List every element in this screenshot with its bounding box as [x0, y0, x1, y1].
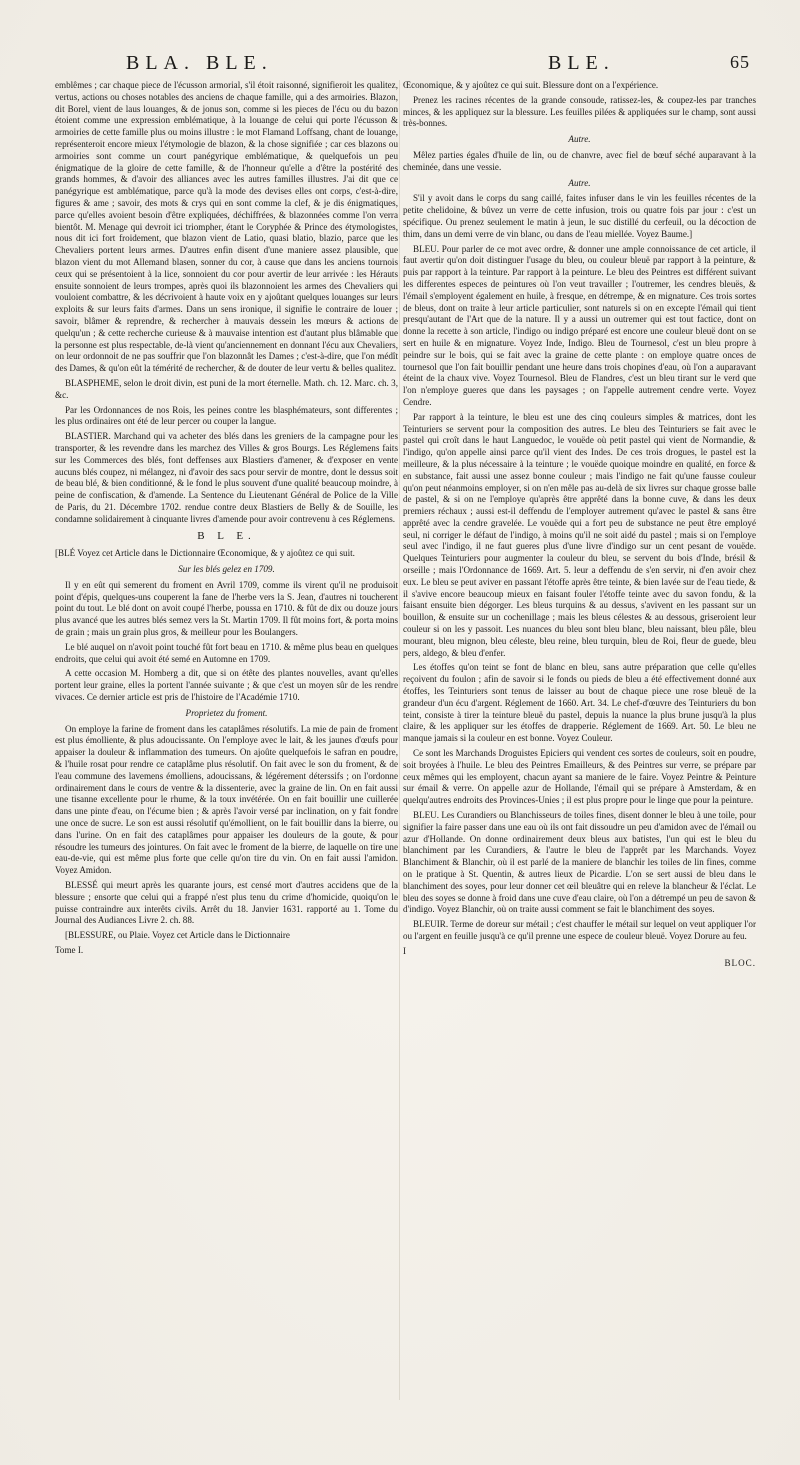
- paragraph-bleu-marchands: Ce sont les Marchands Droguistes Epiciers qui vendent ces sortes de couleurs, soit en poudre, soit broyées à l'huile. Le bleu des Peintres Emailleurs, & des Peintres sur verre, se prépare par ceux mêmes qui les employent, chacun ayant sa maniere de le faire. Voyez Peintre & Peinture sur émail & verre. On appelle azur de Hollande, l'émail qui se prépare à Amsterdam, & en quelqu'autres endroits des Provinces-Unies ; il est plus propre pour le linge que pour la peinture.: [403, 748, 756, 806]
- paragraph-gel-2: Le blé auquel on n'avoit point touché fût fort beau en 1710. & même plus beau en quelques endroits, que celui qui avoit été semé en Automne en 1709.: [55, 641, 398, 664]
- paragraph-proprietez: On employe la farine de froment dans les cataplâmes résolutifs. La mie de pain de froment est plus émolliente, & plus adoucissante. On l'employe avec le lait, & les jaunes d'œufs pour appaiser la douleur & inflammation des tumeurs. On ajoûte quelquefois le safran en poudre, & l'huile rosat pour rendre ce cataplâme plus résolutif. On fait avec le son du froment, & de l'eau commune des lavemens émolliens, adoucissans, & légérement déterssifs ; on l'ordonne ordinairement dans le cours de ventre & la dissenterie, avec la graine de lin. On en fait aussi une tisanne excellente pour le rhume, & la toux invétérée. On en fait bouillir une cuillerée dans une pinte d'eau, on l'écume bien ; & après l'avoir versé par inclination, on y fait fondre une once de sucre. Le son est aussi résolutif qu'émollient, on le fait bouillir dans la bierre, ou dans l'urine. On en fait des cataplâmes pour appaiser les douleurs de la goute, & pour résoudre les tumeurs des jointures. On fait avec le froment de la bierre, de laquelle on tire une eau-de-vie, qui est même plus forte que celle qu'on tire du vin. On en fait aussi l'amidon. Voyez Amidon.: [55, 723, 398, 876]
- paragraph-gel-3: A cette occasion M. Homberg a dit, que si on étête des plantes nouvelles, avant qu'elles portent leur graine, elles la portent l'année suivante ; & que c'est un moyen sûr de les rendre vivaces. Ce dernier article est pris de l'histoire de l'Académie 1710.: [55, 668, 398, 703]
- paragraph-gel-1: Il y en eût qui semerent du froment en Avril 1709, comme ils virent qu'il ne produisoit point d'épis, quelques-uns couperent la fane de l'herbe vers la S. Jean, d'autres ni toucherent point du tout. Le blé dont on avoit coupé l'herbe, poussa en 1710. & fût de dix ou douze jours plus avancé que les autres blés semez vers la St. Martin 1709. Il fût moins fort, & porta moins de grain ; mais un grain plus gros, & meilleur pour les Boulangers.: [55, 579, 398, 638]
- entry-blessure: [BLESSURE, ou Plaie. Voyez cet Article dans le Dictionnaire: [65, 930, 290, 941]
- subheading-autre-1: Autre.: [568, 134, 591, 145]
- paragraph-blazon: emblêmes ; car chaque piece de l'écusson armorial, s'il étoit raisonné, signifieroit les qualitez, vertus, actions ou choses notables des anciens de chaque famille, qui a des armoiries. Blazon, dit Borel, vient de laus louanges, & de jonus son, comme si les pieces de l'écu ou du bazon étoient comme une expression emblématique, à la louange de celui qui porte l'écusson & armoiries de cette famille plus ou moins illustre : le mot Flamand Loffsang, chant de louange, représenteroit encore mieux l'étymologie de blazon, & la chose signifiée ; car ces blazons ou armoiries sont comme un court panégyrique emblématique, & quelquefois un peu énigmatique de la gloire de cette famille, & de l'honneur qu'elle a d'être la postérité des grands hommes, & d'avoir des alliances avec les autres familles illustres. J'ai dit que ce panégyrique est amblématique, parce qu'à la mode des devises elles ont corps, c'est-à-dire, figures & ame ; savoir, des mots & crys qui en sont comme la clef, & je dis énigmatiques, parce qu'elles avoient besoin d'être expliquées, déchiffrées, & blazonnées comme l'on verra bientôt. M. Menage qui devroit ici triompher, étant le Coryphée & Prince des étymologistes, nous dit ici fort froidement, que blazon vient de Latio, quasi blatio, blazio, parce que les Chevaliers portent leurs armes. D'autres enfin disent d'une maniere assez plausible, que blazon vient du mot Allemand blasen, sonner du cor, à cause que dans les anciens tournois ceux qui se présentoient à la lice, sonnoient du cor pour avertir de leur arrivée : les Hérauts ensuite sonnoient de leurs trompes, après quoi ils blazonnoient les armes des Chevaliers qui vouloient combattre, & les décrivoient à haute voix en y ajoûtant quelques louanges sur leurs exploits & sur leurs faits d'armes. Dans un sens ironique, il signifie le contraire de louer ; savoir, blâmer & reprendre, & rechercher à mauvais dessein les mœurs & actions de quelqu'un ; & cette recherche curieuse & à mauvaise intention est d'autant plus blâmable que la personne est plus respectable, de-là vient qu'anciennement en donnant l'écu aux Chevaliers, on leur ordonnoit de ne pas souffrir que l'on blazonnât les Dames ; c'est-à-dire, que l'on médît des Dames, & qu'on eût la témérité de rechercher, & de douter de leur vertu & belles qualitez.: [55, 80, 398, 374]
- running-head-left: BLA. BLE.: [126, 52, 273, 74]
- subheading-bles-geles: Sur les blés gelez en 1709.: [178, 564, 275, 575]
- entry-bleuir: BLEUIR. Terme de doreur sur métail ; c'est chauffer le métail sur lequel on veut appliquer l'or ou l'argent en feuille jusqu'à ce qu'il prenne une espece de couleur bleuë. Voyez Dorure au feu.: [403, 919, 756, 941]
- section-heading-ble: B L E.: [197, 530, 256, 543]
- paragraph-bleu-etoffes: Les étoffes qu'on teint se font de blanc en bleu, sans autre préparation que celle qu'elles reçoivent du foulon ; afin de savoir si le fonds ou pieds de bleu a été effectivement donné aux étoffes, les Teinturiers sont tenus de laisser au bout de chaque piece une rose bleuë de la grandeur d'un écu d'argent. Réglement de 1660. Art. 34. Le chef-d'œuvre des Teinturiers du bon teint, consiste à tirer la teinture bleuë du pastel, depuis la nuance la plus brune jusqu'à la plus claire, & les appliquer sur les étoffes de drapperie. Réglement de 1669. Art. 50. Le bleu ne manque jamais si la couleur en est bonne. Voyez Couleur.: [403, 662, 756, 744]
- running-head-right: BLE.: [548, 52, 615, 74]
- subheading-autre-2: Autre.: [568, 177, 591, 188]
- right-column: [403, 80, 756, 1410]
- paragraph-consoude: Prenez les racines récentes de la grande consoude, ratissez-les, & coupez-les par tranches minces, & les appliquez sur la blessure. Les feuilles pilées & appliquées sur le champ, sont aussi très-bonnes.: [403, 94, 756, 129]
- running-head: [0, 52, 800, 80]
- catchword: BLOC.: [724, 957, 756, 968]
- paragraph-blaspheme-penalties: Par les Ordonnances de nos Rois, les peines contre les blasphémateurs, sont differentes ; les plus ordinaires ont été de leur percer ou couper la langue.: [55, 404, 398, 427]
- gathering-signature: I: [403, 945, 407, 956]
- entry-blesse: BLESSÉ qui meurt après les quarante jours, est censé mort d'autres accidens que de la blessure ; ensorte que celui qui a frappé n'est plus tenu du crime d'homicide, quoiqu'on le puisse contraindre aux interêts civils. Arrêt du 18. Janvier 1631. rapporté au 1. Tome du Journal des Audiances Livre 2. ch. 88.: [55, 880, 398, 926]
- entry-ble-intro: [BLÉ Voyez cet Article dans le Dictionnaire Œconomique, & y ajoûtez ce qui suit.: [55, 548, 355, 559]
- entry-blaspheme: BLASPHEME, selon le droit divin, est puni de la mort éternelle. Math. ch. 12. Marc. ch. 3, &c.: [55, 377, 398, 400]
- volume-signature: Tome I.: [55, 944, 84, 955]
- entry-bleu: BLEU. Pour parler de ce mot avec ordre, & donner une ample connoissance de cet article, il faut avertir qu'on doit distinguer l'usage du bleu, ou couleur bleuë par rapport à la peinture, & puis par rapport à la teinture. Par rapport à la peinture. Le bleu des Peintres est différent suivant les differentes especes de peintures où l'on veut travailler ; l'outremer, les cendres bleuës, & l'émail s'employent également en huile, à fresque, en détrempe, & en mignature. Ces trois sortes de bleus, dont on traite à leur article particulier, sont naturels si on en excepte l'émail qui tient presqu'autant de l'Art que de la nature. Il y a aussi un outremer qui est tout factice, dont on donne la recette à son article, l'indigo ou indigo préparé est encore une couleur bleuë dont on se sert en huile & en mignature. Voyez Inde, Indigo. Bleu de Tournesol, c'est un bleu propre à peindre sur le bois, qui se fait avec la graine de cette plante : on employe quatre onces de tournesol que l'on fait bouillir pendant une heure dans trois chopines d'eau, où l'on a auparavant éteint de la chaux vive. Voyez Tournesol. Bleu de Flandres, c'est un bleu tirant sur le verd que l'on n'employe gueres que dans les paysages ; on l'appelle autrement cendre verte. Voyez Cendre.: [403, 243, 756, 407]
- entry-blastier: BLASTIER. Marchand qui va acheter des blés dans les greniers de la campagne pour les transporter, & les revendre dans les marchez des Villes & gros Bourgs. Les Réglemens faits sur les Commerces des blés, font deffenses aux Blastiers d'amener, & d'exposer en vente aucuns blés coupez, ni mélangez, ni d'avoir des sacs pour servir de montre, dont le dessus soit de beau blé, & bien conditionné, & le fond le plus souvent d'une qualité beaucoup moindre, à peine de confiscation, & d'amende. La Sentence du Lieutenant Général de Police de la Ville de Paris, du 21. Décembre 1702. rendue contre deux Blastiers de Belly & de Souille, les condamne solidairement à cinquante livres d'amende pour avoir contrevenu à ces Réglemens.: [55, 431, 398, 524]
- paragraph-blessure-continued: Œconomique, & y ajoûtez ce qui suit. Blessure dont on a l'expérience.: [403, 80, 659, 90]
- subheading-proprietez: Proprietez du froment.: [185, 707, 268, 718]
- paragraph-bleu-teinture: Par rapport à la teinture, le bleu est une des cinq couleurs simples & matrices, dont les Teinturiers se servent pour la composition des autres. Le bleu des Teinturiers se fait avec le pastel qui croît dans le haut Languedoc, le vouëde où petit pastel qui vient de Normandie, & l'indigo, qu'on appelle ainsi parce qu'il vient des Indes. De ces trois drogues, le pastel est la meilleure, & la plus nécessaire à la teinture ; le vouëde quoique moindre en qualité, en force & en substance, fait aussi une assez bonne couleur ; mais l'indigo ne fait qu'une fausse couleur qu'on peut néanmoins employer, si on n'en mêle pas au-delà de six livres sur chaque grosse balle de pastel, & si on ne l'employe qu'après être apprêté dans la bonne cuve, & dans les deux premiers réchaux ; aussi est-il deffendu de l'employer autrement qu'avec le pastel & sans être apprêté avec la cendre gravelée. Le vouëde qui a fort peu de substance ne peut être employé seul, ni corriger le défaut de l'indigo, à moins qu'il ne soit aidé du pastel ; mais si on l'employe seul avec l'indigo, il ne faut gueres plus d'une livre d'indigo sur un cent pesant de vouëde. Quelques Teinturiers pour augmenter la couleur du bleu, se servent du bois d'Inde, brésil & orseille ; mais l'Ordonnance de 1669. Art. 5. leur a deffendu de s'en servir, ni d'en avoir chez eux. Le bleu se peut aviver en passant l'étoffe après être teinte, & bien lavée sur de l'eau tiede, & il s'avive encore beaucoup mieux en faisant fouler l'étoffe teinte avec du savon fondu, & la faisant ensuite bien dégorger. Les bleus turquins & au dessus, s'avivent en les passant sur un bouillon, & ensuite sur un cochenillage ; mais les bleus célestes & au dessous, griseroient leur couleur si on les y passoit. Les nuances du bleu sont bleu blanc, bleu naissant, bleu pâle, bleu mourant, bleu mignon, bleu céleste, bleu reine, bleu turquin, bleu de Roi, fleur de guede, bleu pers, aldego, & bleu d'enfer.: [403, 411, 756, 658]
- left-column: [55, 80, 398, 1410]
- page-number: 65: [730, 52, 750, 72]
- column-gutter: [399, 80, 400, 1400]
- paragraph-sang-caille: S'il y avoit dans le corps du sang caillé, faites infuser dans le vin les feuilles récentes de la petite chelidoine, & bûvez un verre de cette infusion, trois ou quatre fois par jour : c'est un spécifique. Ou prenez seulement le matin à jeun, le suc distillé du cerfeuil, ou la décoction de thim, dans un demi verre de vin blanc, ou dans de l'eau miellée. Voyez Baume.]: [403, 193, 756, 239]
- entry-bleu-curandiers: BLEU. Les Curandiers ou Blanchisseurs de toiles fines, disent donner le bleu à une toile, pour signifier la faire passer dans une eau où ils ont fait dissoudre un peu d'amidon avec de l'émail ou azur d'Hollande. On donne ordinairement deux bleus aux batistes, l'un qui est le bleu du blanchiment par les Curandiers, & l'autre le bleu de l'apprêt par les Marchands. Voyez Blanchiment & Blanchir, où il est parlé de la maniere de blanchir les toiles de lin fines, comme on le pratique à St. Quentin, & autres lieux de Picardie. L'on se sert aussi de bleu dans le blanchiment des soyes, pour leur donner cet œil bleuâtre qui en releve la blancheur & l'éclat. Le bleu des soyes se donne à froid dans une cuve d'eau claire, où l'on a détrempé un peu de savon & d'indigo. Voyez Blanchir, où on traite aussi comment se fait le blanchiment des soyes.: [403, 810, 756, 915]
- paragraph-huile-de-lin: Mêlez parties égales d'huile de lin, ou de chanvre, avec fiel de bœuf séché auparavant à la cheminée, dans une vessie.: [403, 149, 756, 172]
